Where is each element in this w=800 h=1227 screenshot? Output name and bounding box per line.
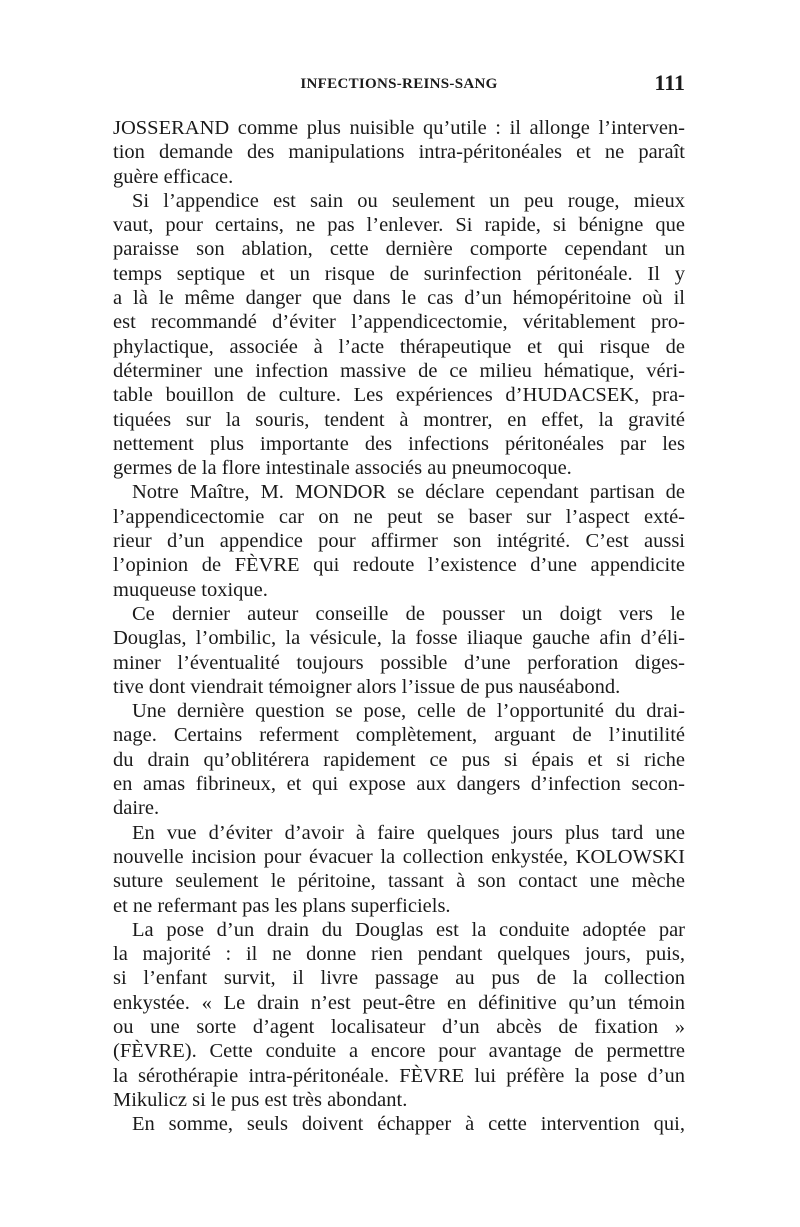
text-line: table bouillon de culture. Les expériences d’HUDACSEK, pra- (113, 384, 685, 407)
text-line: temps septique et un risque de surinfection péritonéale. Il y (113, 262, 685, 285)
text-line: Ce dernier auteur conseille de pousser un doigt vers le (132, 602, 685, 625)
text-line: nouvelle incision pour évacuer la collection enkystée, KOLOWSKI (113, 845, 685, 868)
text-line: Notre Maître, M. MONDOR se déclare cependant partisan de (132, 481, 685, 504)
page-number: 111 (654, 70, 685, 95)
text-line: daire. (113, 797, 160, 820)
paragraph-8 (113, 1112, 685, 1136)
text-line: vaut, pour certains, ne pas l’enlever. Si rapide, si bénigne que (113, 214, 685, 237)
text-line: JOSSERAND comme plus nuisible qu’utile : il allonge l’interven- (113, 117, 685, 139)
text-line: enkystée. « Le drain n’est peut-être en définitive qu’un témoin (113, 991, 685, 1014)
text-line: a là le même danger que dans le cas d’un hémopéritoine où il (113, 287, 685, 310)
text-line: guère efficace. (113, 165, 234, 188)
text-line: nettement plus importante des infections péritonéales par les (113, 432, 685, 455)
text-line: En somme, seuls doivent échapper à cette intervention qui, (132, 1113, 685, 1136)
text-line: en amas fibrineux, et qui expose aux dangers d’infection secon- (113, 773, 685, 796)
text-line: Douglas, l’ombilic, la vésicule, la fosse iliaque gauche afin d’éli- (113, 627, 685, 650)
text-line: rieur d’un appendice pour affirmer son intégrité. C’est aussi (113, 530, 685, 553)
text-line: ou une sorte d’agent localisateur d’un abcès de fixation » (113, 1015, 685, 1038)
paragraph-6 (113, 821, 685, 918)
paragraph-4 (113, 602, 685, 699)
text-line: déterminer une infection massive de ce milieu hématique, véri- (113, 359, 685, 382)
text-line: La pose d’un drain du Douglas est la conduite adoptée par (132, 918, 685, 941)
text-line: Mikulicz si le pus est très abondant. (113, 1088, 408, 1111)
text-line: phylactique, associée à l’acte thérapeutique et qui risque de (113, 335, 685, 358)
text-line: germes de la flore intestinale associés au pneumocoque. (113, 457, 572, 480)
paragraph-7 (113, 918, 685, 1112)
text-line: la sérothérapie intra-péritonéale. FÈVRE lui préfère la pose d’un (113, 1064, 685, 1087)
text-line: la majorité : il ne donne rien pendant quelques jours, puis, (113, 943, 685, 966)
text-line: paraisse son ablation, cette dernière comporte cependant un (113, 238, 685, 261)
text-line: et ne refermant pas les plans superficiels. (113, 894, 451, 917)
text-line: suture seulement le péritoine, tassant à son contact une mèche (113, 870, 685, 893)
text-line: nage. Certains referment complètement, arguant de l’inutilité (113, 724, 685, 747)
text-line: l’appendicectomie car on ne peut se baser sur l’aspect exté- (113, 505, 685, 528)
text-line: est recommandé d’éviter l’appendicectomie, véritablement pro- (113, 311, 685, 334)
text-line: du drain qu’oblitérera rapidement ce pus si épais et si riche (113, 748, 685, 771)
text-line: Si l’appendice est sain ou seulement un peu rouge, mieux (132, 189, 685, 212)
paragraph-2 (113, 189, 685, 481)
paragraph-1 (113, 116, 685, 189)
text-line: si l’enfant survit, il livre passage au pus de la collection (113, 967, 685, 990)
text-line: tion demande des manipulations intra-péritonéales et ne paraît (113, 141, 685, 164)
text-line: Une dernière question se pose, celle de l’opportunité du drai- (132, 700, 685, 723)
text-line: miner l’éventualité toujours possible d’une perforation diges- (113, 651, 685, 674)
text-line: (FÈVRE). Cette conduite a encore pour avantage de permettre (113, 1040, 685, 1063)
text-line: muqueuse toxique. (113, 578, 268, 601)
running-title: INFECTIONS-REINS-SANG (300, 76, 498, 92)
text-line: tiquées sur la souris, tendent à montrer, en effet, la gravité (113, 408, 685, 431)
text-line: En vue d’éviter d’avoir à faire quelques jours plus tard une (132, 821, 685, 844)
paragraph-5 (113, 699, 685, 820)
text-line: tive dont viendrait témoigner alors l’issue de pus nauséabond. (113, 675, 621, 698)
page-header (113, 70, 685, 100)
body-text (113, 116, 685, 1136)
paragraph-3 (113, 480, 685, 601)
text-line: l’opinion de FÈVRE qui redoute l’existence d’une appendicite (113, 554, 685, 577)
